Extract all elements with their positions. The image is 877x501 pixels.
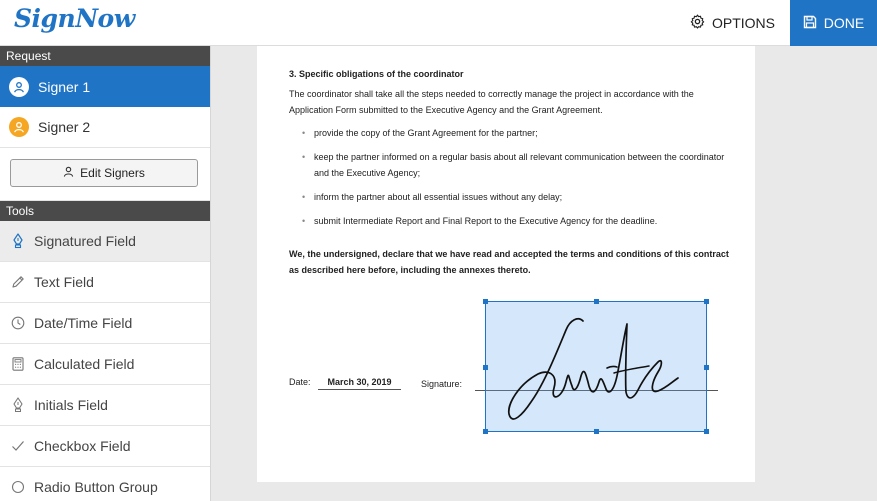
checkmark-icon (10, 438, 26, 454)
tool-checkbox-field[interactable] (0, 426, 210, 467)
obligations-list (289, 125, 729, 237)
section-paragraph: The coordinator shall take all the steps needed to correctly manage the project in accordance with the Application Form submitted to the Executive Agency and the Grant Agreement. (289, 89, 694, 115)
signer-1-item[interactable] (0, 66, 210, 107)
signer-1-label: Signer 1 (38, 78, 91, 95)
handwritten-signature (486, 302, 708, 433)
document-page (257, 46, 755, 482)
tool-label: Date/Time Field (34, 315, 133, 331)
signer-2-label: Signer 2 (38, 119, 91, 135)
tool-label: Checkbox Field (34, 438, 131, 454)
date-label: Date: (289, 377, 311, 387)
declaration-text: We, the undersigned, declare that we have read and accepted the terms and conditions of this contract as described here before, including the annexes thereto. (289, 249, 729, 275)
signnow-logo[interactable]: SignNow (14, 4, 135, 33)
pencil-icon (10, 274, 26, 290)
list-item: • submit Intermediate Report and Final Report to the Executive Agency for the deadline. (289, 213, 729, 229)
done-button[interactable] (790, 0, 877, 46)
tool-label: Radio Button Group (34, 479, 158, 495)
pen-nib-icon (10, 397, 26, 413)
signature-label: Signature: (421, 379, 463, 389)
options-label: OPTIONS (712, 15, 776, 31)
top-bar (0, 0, 877, 46)
signature-field[interactable] (485, 301, 707, 432)
options-button[interactable] (690, 0, 775, 46)
tool-calculated-field[interactable] (0, 344, 210, 385)
signer-2-item[interactable] (0, 107, 210, 148)
tool-date-time-field[interactable] (0, 303, 210, 344)
tool-label: Initials Field (34, 397, 108, 413)
tool-signatured-field[interactable] (0, 221, 210, 262)
sidebar (0, 46, 211, 501)
resize-handle[interactable] (704, 299, 709, 304)
tool-label: Calculated Field (34, 356, 135, 372)
resize-handle[interactable] (704, 429, 709, 434)
list-item: • inform the partner about all essential issues without any delay; (289, 189, 729, 205)
resize-handle[interactable] (483, 299, 488, 304)
clock-icon (10, 315, 26, 331)
date-value-field[interactable]: March 30, 2019 (318, 377, 401, 390)
request-section-header: Request (0, 46, 210, 66)
resize-handle[interactable] (704, 365, 709, 370)
done-label: DONE (823, 15, 865, 31)
user-icon (63, 166, 74, 180)
list-item: • keep the partner informed on a regular basis about all relevant communication between the coordinator and the Executive Agency; (289, 149, 729, 181)
resize-handle[interactable] (594, 299, 599, 304)
resize-handle[interactable] (594, 429, 599, 434)
tools-section-header: Tools (0, 201, 210, 221)
resize-handle[interactable] (483, 429, 488, 434)
resize-handle[interactable] (483, 365, 488, 370)
pen-nib-icon (10, 233, 26, 249)
tool-text-field[interactable] (0, 262, 210, 303)
user-avatar-icon (9, 77, 29, 97)
tool-label: Text Field (34, 274, 94, 290)
tool-label: Signatured Field (34, 233, 136, 249)
tool-initials-field[interactable] (0, 385, 210, 426)
save-icon (803, 15, 817, 32)
gear-icon (690, 14, 705, 32)
tool-radio-button-group[interactable] (0, 467, 210, 501)
edit-signers-button[interactable] (10, 159, 198, 187)
edit-signers-label: Edit Signers (80, 166, 145, 180)
edit-signers-container (0, 148, 210, 201)
list-item: • provide the copy of the Grant Agreement for the partner; (289, 125, 729, 141)
user-avatar-icon (9, 117, 29, 137)
calculator-icon (10, 356, 26, 372)
section-heading: 3. Specific obligations of the coordinator (289, 69, 464, 79)
radio-icon (10, 479, 26, 495)
